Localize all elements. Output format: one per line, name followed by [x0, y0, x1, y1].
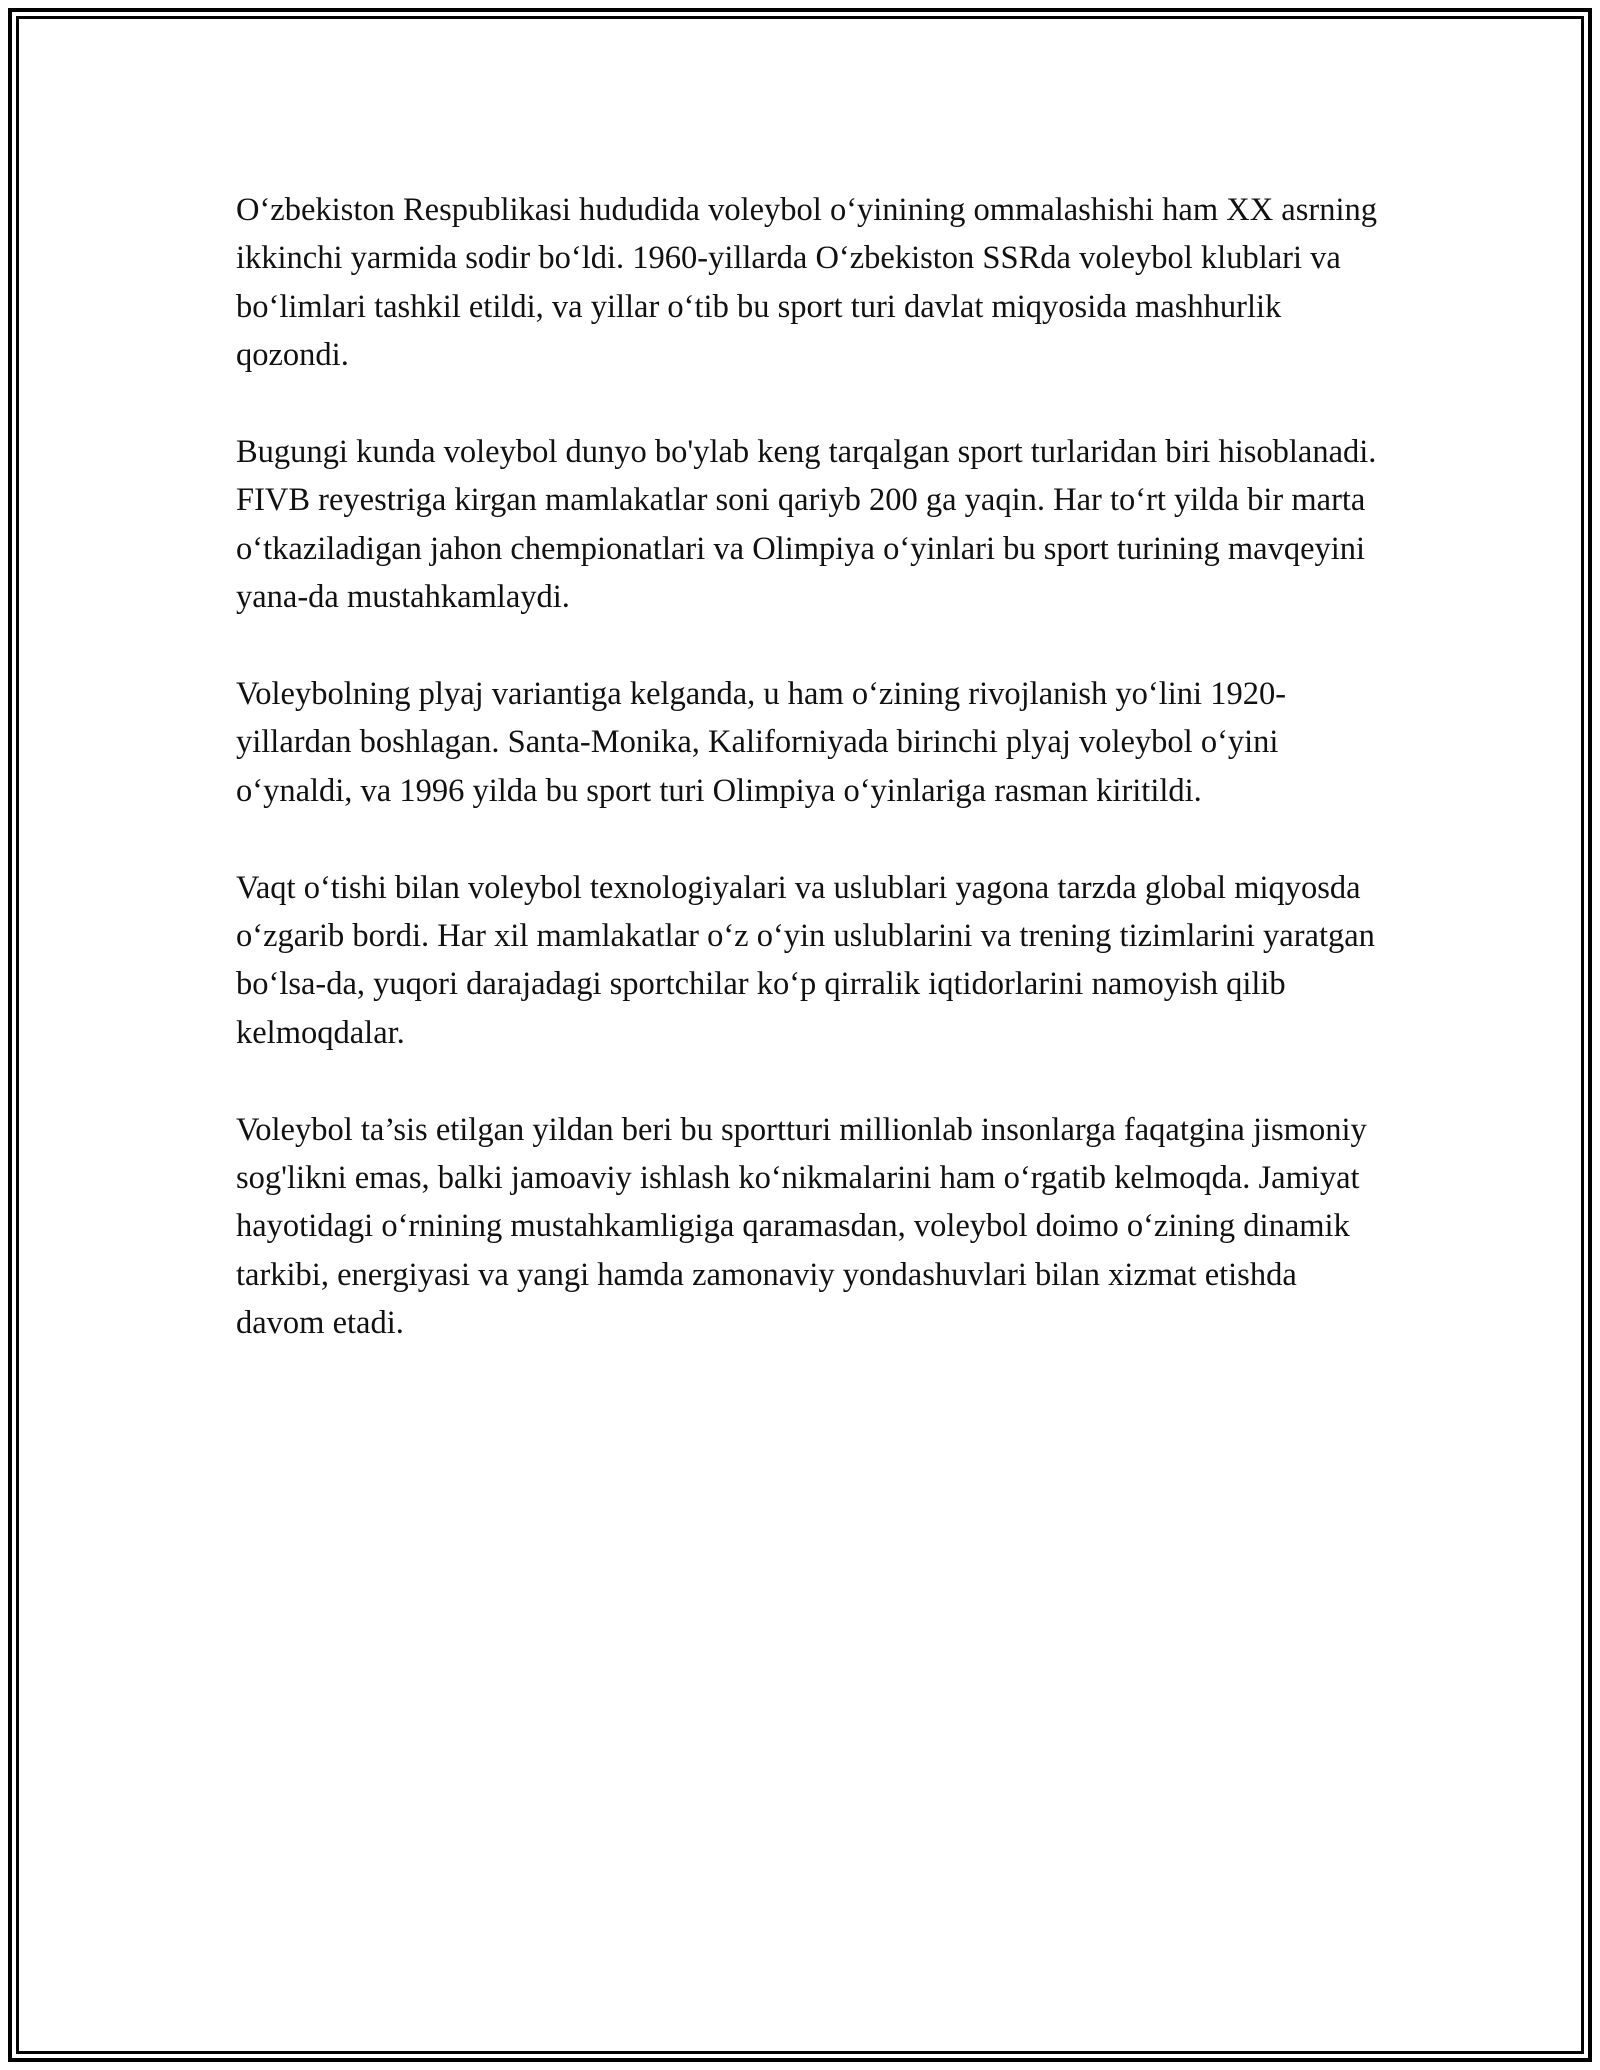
paragraph-global-popularity: Bugungi kunda voleybol dunyo bo'ylab keng tarqalgan sport turlaridan biri hisoblanadi. FIVB reyestriga kirgan mamlakatlar soni qariyb 200 ga yaqin. Har to‘rt yilda bir marta o‘tkaziladigan jahon chempionatlari va Olimpiya o‘yinlari bu sport turining mavqeyini yana-da mustahkamlaydi.	[236, 434, 1377, 616]
paragraph-social-impact: Voleybol ta’sis etilgan yildan beri bu sportturi millionlab insonlarga faqatgina jismoniy sog'likni emas, balki jamoaviy ishlash ko‘nikmalarini ham o‘rgatib kelmoqda. Jamiyat hayotidagi o‘rnining mustahkamligiga qaramasdan, voleybol doimo o‘zining dinamik tarkibi, energiyasi va yangi hamda zamonaviy yondashuvlari bilan xizmat etishda davom etadi.	[236, 1111, 1367, 1342]
document-body	[236, 186, 1386, 1396]
paragraph-beach-volleyball: Voleybolning plyaj variantiga kelganda, u ham o‘zining rivojlanish yo‘lini 1920-yillardan boshlagan. Santa-Monika, Kaliforniyada birinchi plyaj voleybol o‘yini o‘ynaldi, va 1996 yilda bu sport turi Olimpiya o‘yinlariga rasman kiritildi.	[236, 676, 1287, 809]
paragraph-uzbekistan-history: O‘zbekiston Respublikasi hududida voleybol o‘yinining ommalashishi ham XX asrning ikkinchi yarmida sodir bo‘ldi. 1960-yillarda O‘zbekiston SSRda voleybol klublari va bo‘limlari tashkil etildi, va yillar o‘tib bu sport turi davlat miqyosida mashhurlik qozondi.	[236, 192, 1377, 374]
paragraph-techniques-evolution: Vaqt o‘tishi bilan voleybol texnologiyalari va uslublari yagona tarzda global miqyosda o‘zgarib bordi. Har xil mamlakatlar o‘z o‘yin uslublarini va trening tizimlarini yaratgan bo‘lsa-da, yuqori darajadagi sportchilar ko‘p qirralik iqtidorlarini namoyish qilib kelmoqdalar.	[236, 869, 1375, 1051]
